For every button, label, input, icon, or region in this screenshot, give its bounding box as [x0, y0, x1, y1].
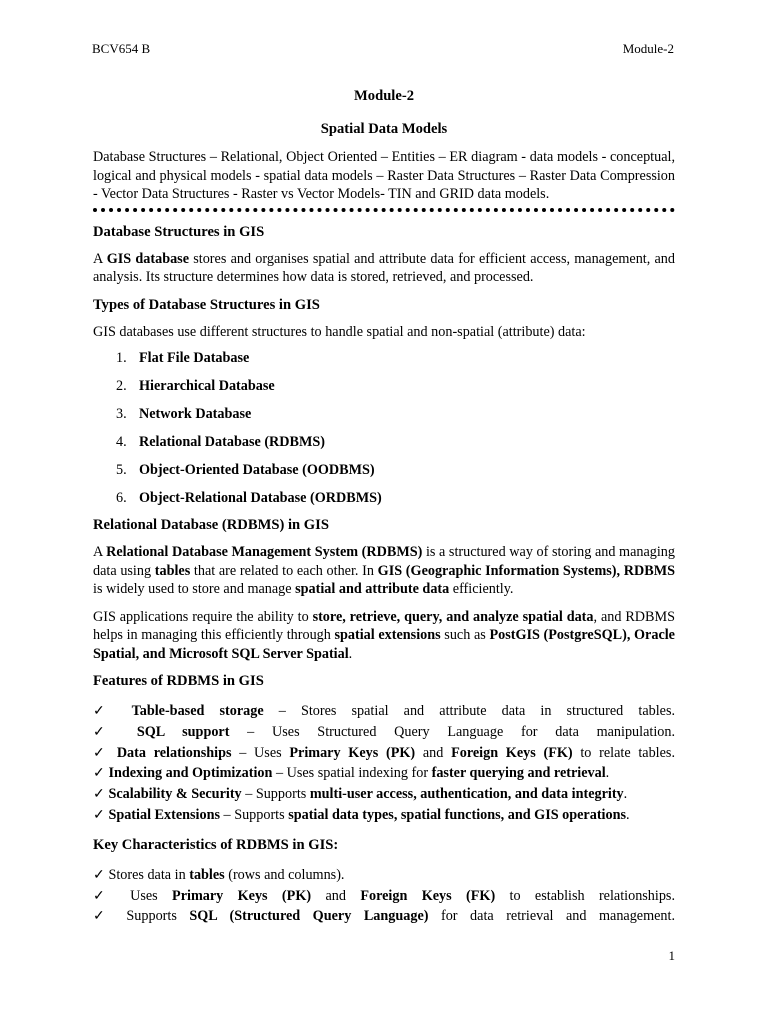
checkmark-icon: ✓	[93, 866, 105, 883]
syllabus-intro: Database Structures – Relational, Object Oriented – Entities – ER diagram - data models - conceptual, logical and physical models - spatial data models – Raster Data Structures – Raster Data Compression - Vector Data Structures - Raster vs Vector Models- TIN and GRID data models.	[93, 149, 675, 202]
checkmark-icon: ✓	[93, 908, 114, 925]
paragraph-gis-applications: GIS applications require the ability to store, retrieve, query, and analyze spatial data, and RDBMS helps in managing this efficiently through spatial extensions such as PostGIS (PostgreSQL), Oracle Spatial, and Microsoft SQL Server Spatial.	[93, 608, 675, 662]
heading-key-characteristics: Key Characteristics of RDBMS in GIS:	[93, 836, 339, 853]
heading-types: Types of Database Structures in GIS	[93, 296, 320, 313]
header-module: Module-2	[622, 41, 674, 56]
list-item: 2. Hierarchical Database	[116, 378, 275, 394]
features-list	[93, 701, 675, 826]
list-item: 4. Relational Database (RDBMS)	[116, 434, 326, 450]
checkmark-icon: ✓	[93, 765, 105, 782]
heading-database-structures: Database Structures in GIS	[93, 223, 265, 240]
page-title: Module-2	[354, 88, 414, 104]
paragraph-types: GIS databases use different structures to handle spatial and non-spatial (attribute) data:	[93, 323, 586, 340]
list-item: 1. Flat File Database	[116, 350, 250, 366]
characteristic-item: ✓ Supports SQL (Structured Query Language) for data retrieval and management.	[93, 908, 676, 925]
list-item: 5. Object-Oriented Database (OODBMS)	[116, 462, 375, 478]
checkmark-icon: ✓	[93, 703, 117, 719]
page-number: 1	[668, 948, 675, 963]
key-characteristics-list	[93, 865, 675, 927]
feature-item: ✓ Indexing and Optimization – Uses spatial indexing for faster querying and retrieval.	[93, 765, 610, 782]
list-item: 6. Object-Relational Database (ORDBMS)	[116, 490, 382, 506]
heading-features: Features of RDBMS in GIS	[93, 673, 264, 689]
checkmark-icon: ✓	[93, 806, 105, 823]
list-item: 3. Network Database	[116, 406, 252, 422]
checkmark-icon: ✓	[93, 887, 116, 904]
checkmark-icon: ✓	[93, 744, 110, 761]
checkmark-icon: ✓	[93, 786, 105, 803]
feature-item: ✓ Data relationships – Uses Primary Keys (PK) and Foreign Keys (FK) to relate tables.	[93, 744, 675, 761]
feature-item: ✓ Spatial Extensions – Supports spatial data types, spatial functions, and GIS operations.	[93, 806, 630, 823]
feature-item: ✓ SQL support – Uses Structured Query Language for data manipulation.	[93, 723, 676, 740]
dotted-separator	[93, 208, 675, 212]
database-types-list	[93, 349, 675, 507]
heading-rdbms: Relational Database (RDBMS) in GIS	[93, 517, 329, 533]
feature-item: ✓ Table-based storage – Stores spatial and attribute data in structured tables.	[93, 703, 676, 719]
paragraph-rdbms-definition: A Relational Database Management System (RDBMS) is a structured way of storing and managing data using tables that are related to each other. In GIS (Geographic Information Systems), RDBMS is widely used to store and manage spatial and attribute data efficiently.	[93, 544, 675, 597]
checkmark-icon: ✓	[93, 723, 120, 740]
characteristic-item: ✓ Stores data in tables (rows and columns).	[93, 866, 345, 883]
page-subtitle: Spatial Data Models	[320, 121, 448, 137]
paragraph-gis-database: A GIS database stores and organises spatial and attribute data for efficient access, management, and analysis. Its structure determines how data is stored, retrieved, and processed.	[93, 250, 675, 285]
page-content	[93, 88, 675, 927]
header-course-code: BCV654 B	[92, 41, 151, 56]
feature-item: ✓ Scalability & Security – Supports multi-user access, authentication, and data integrity.	[93, 786, 628, 803]
characteristic-item: ✓ Uses Primary Keys (PK) and Foreign Keys (FK) to establish relationships.	[93, 887, 676, 904]
